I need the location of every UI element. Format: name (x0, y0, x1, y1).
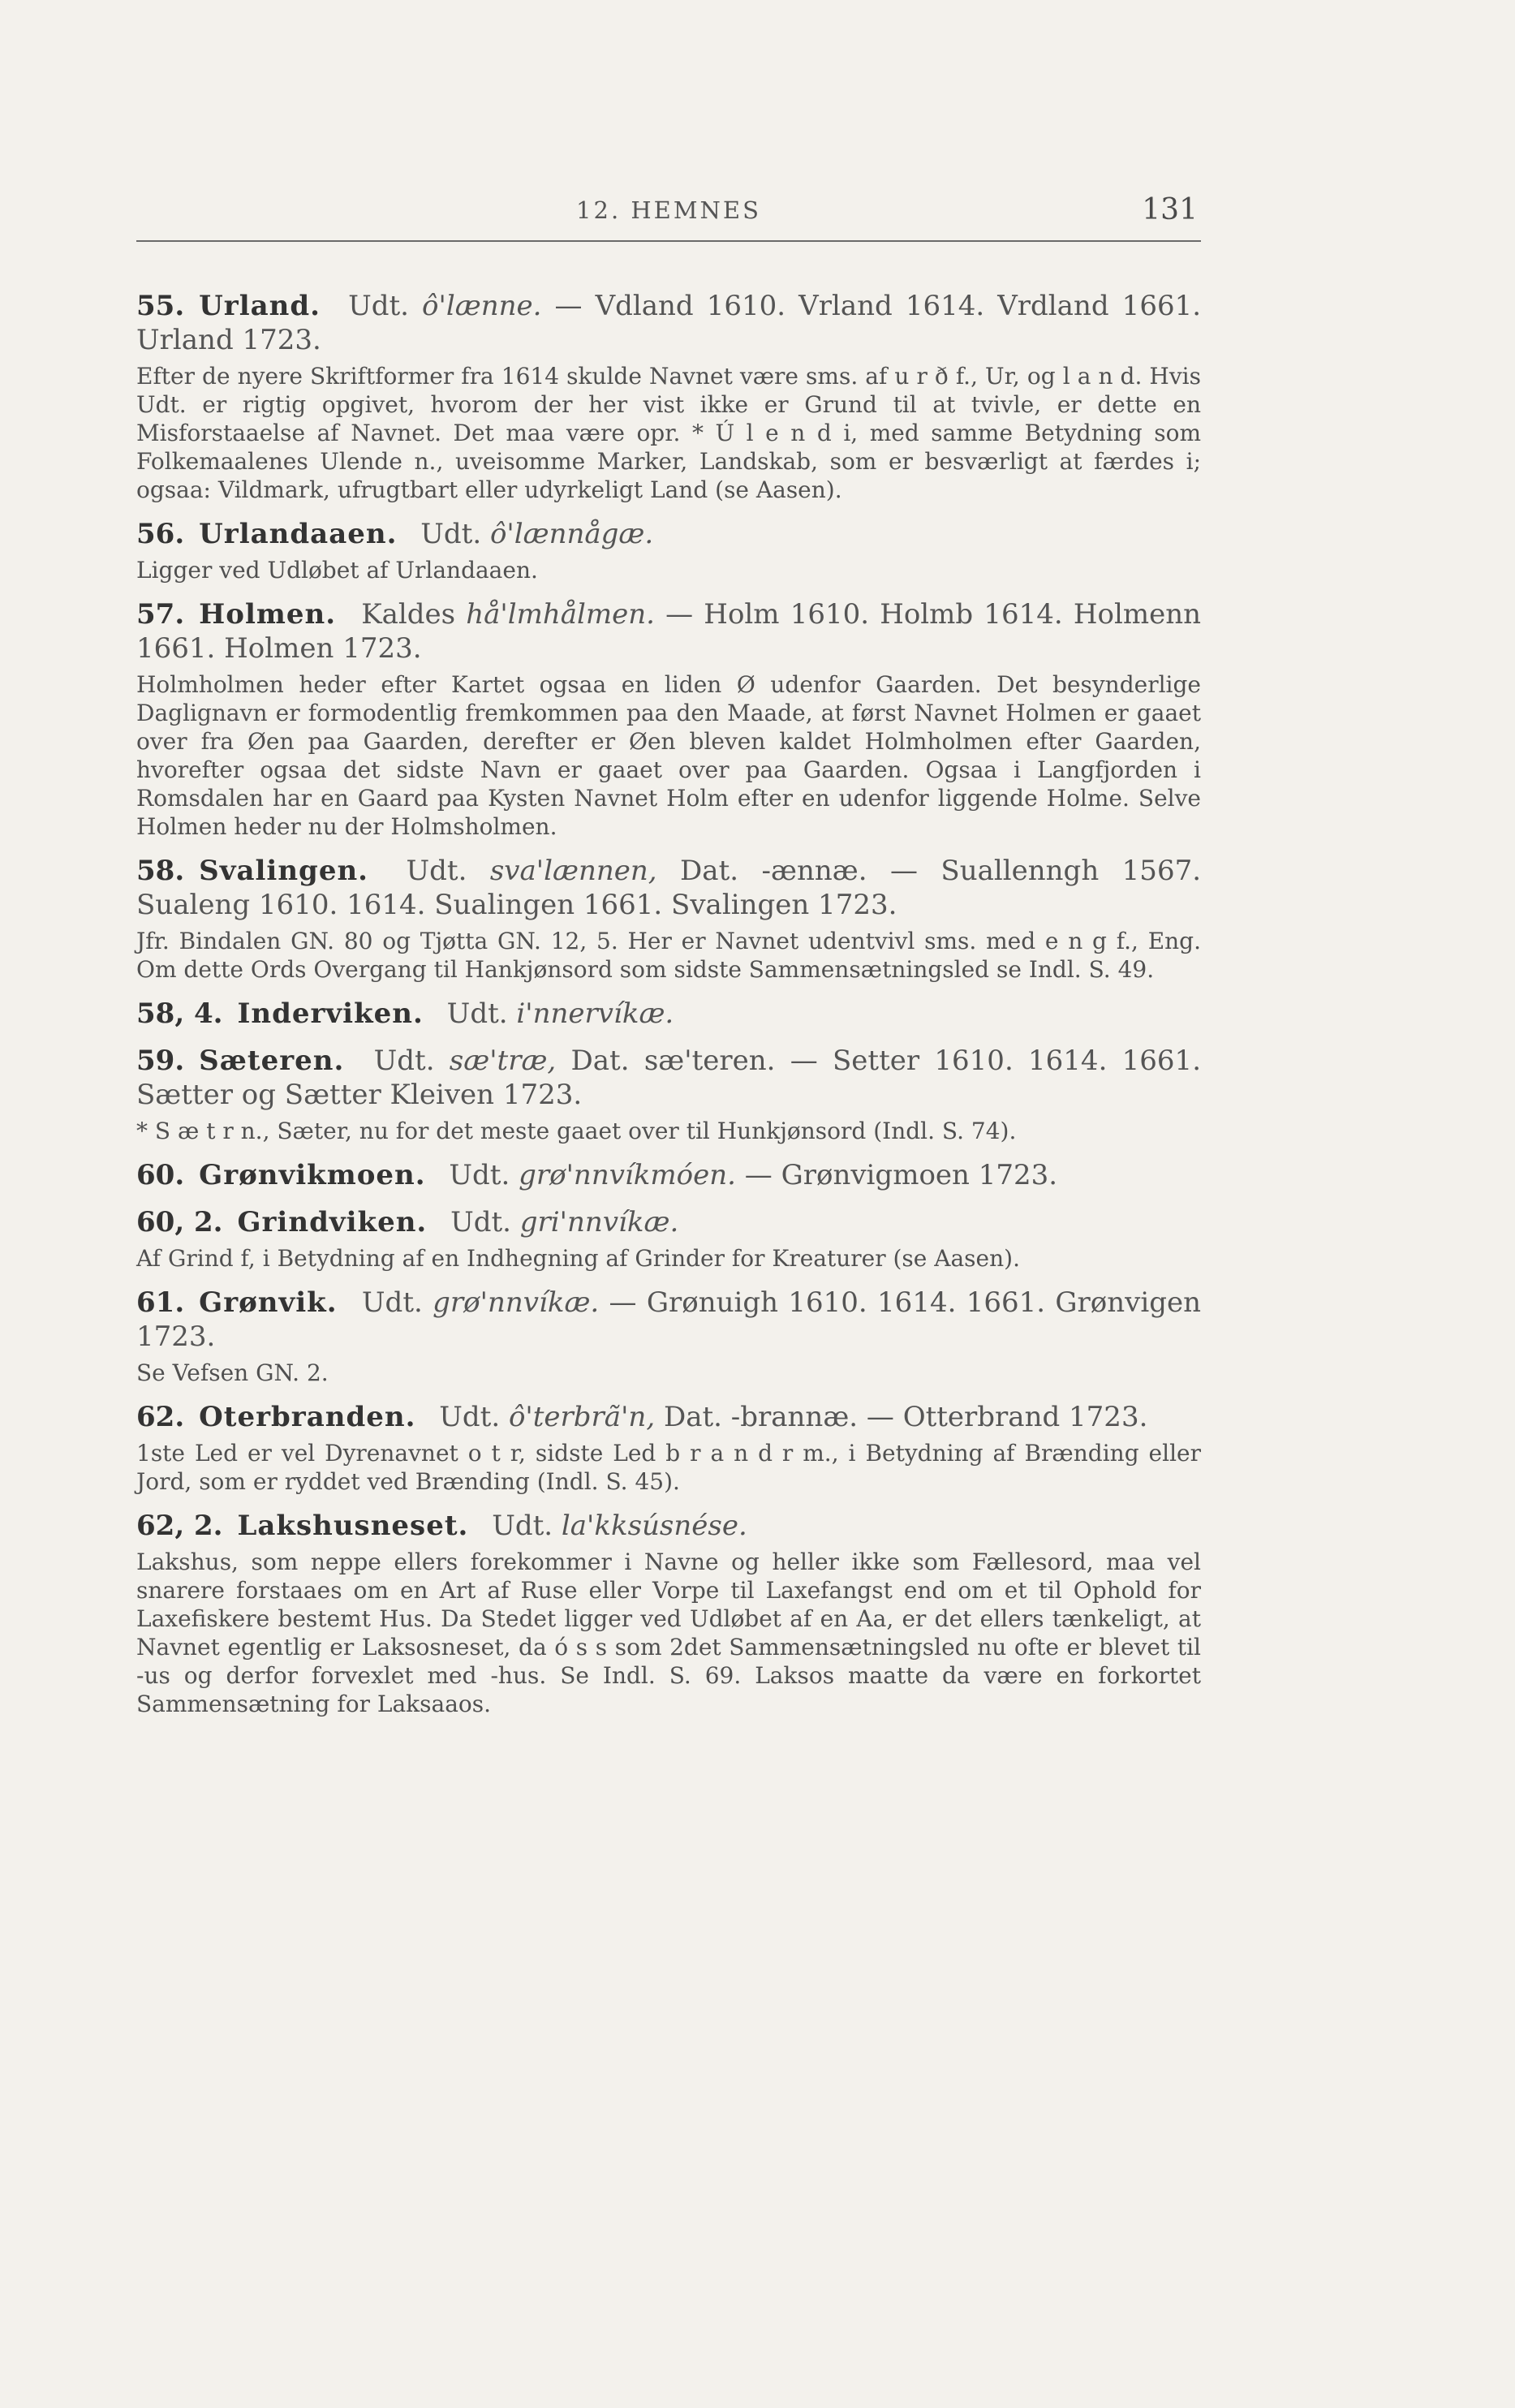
entry-heading (136, 1205, 1201, 1239)
running-header (136, 195, 1201, 242)
entry-forms: Dat. sæ'teren. — Setter 1610. 1614. 1661. Sætter og Sætter Kleiven 1723. (136, 1045, 1201, 1111)
entry-pre: Udt. (373, 1045, 435, 1077)
entry-name: Svalingen. (199, 855, 369, 887)
entry-number: 55. (136, 290, 185, 322)
entry-body: * S æ t r n., Sæter, nu for det meste gaaet over til Hunkjønsord (Indl. S. 74). (136, 1118, 1017, 1144)
entry-heading (136, 597, 1201, 666)
entry-body: Holmholmen heder efter Kartet ogsaa en liden Ø udenfor Gaarden. Det besynderlige Daglignavn er formodentlig fremkommen paa den Maade, at først Navnet Holmen er gaaet over fra Øen paa Gaarden, derefter er Øen bleven kaldet Holmholmen efter Gaarden, hvorefter ogsaa det sidste Navn er gaaet over paa Gaarden. Ogsaa i Langfjorden i Romsdalen har en Gaard paa Kysten Navnet Holm efter en udenfor liggende Holme. Selve Holmen heder nu der Holmsholmen. (136, 671, 1201, 840)
entry-pre: Udt. (361, 1286, 423, 1319)
entry-heading (136, 1044, 1201, 1112)
entry (136, 517, 1201, 584)
entry-name: Inderviken. (237, 997, 424, 1030)
entry-pronunciation: i'nnervíkæ. (516, 997, 674, 1030)
entry-heading (136, 1509, 1201, 1543)
entry-number: 60. (136, 1159, 185, 1191)
entry (136, 1400, 1201, 1496)
entry (136, 1205, 1201, 1273)
entry-pre: Udt. (348, 290, 409, 322)
entry-pre: Udt. (449, 1159, 510, 1191)
entry-pronunciation: ô'lænnågæ. (489, 518, 654, 550)
entry-body: Efter de nyere Skriftformer fra 1614 skulde Navnet være sms. af u r ð f., Ur, og l a n d. Hvis Udt. er rigtig opgivet, hvorom der her vist ikke er Grund til at tvivle, er dette en Misforstaaelse af Navnet. Det maa være opr. * Ú l e n d i, med samme Betydning som Folkemaalenes Ulende n., uveisomme Marker, Landskab, som er besværligt at færdes i; ogsaa: Vildmark, ufrugtbart eller udyrkeligt Land (se Aasen). (136, 363, 1201, 503)
entry-pre: Kaldes (361, 598, 456, 631)
entry-pre: Udt. (450, 1206, 511, 1238)
entry-pre: Udt. (420, 518, 482, 550)
entry-pronunciation: grø'nnvíkmóen. (519, 1159, 736, 1191)
entry (136, 289, 1201, 504)
entry (136, 997, 1201, 1031)
entry (136, 1044, 1201, 1145)
running-title: 12. HEMNES (576, 196, 761, 224)
entry-pre: Udt. (406, 855, 467, 887)
entry-heading (136, 517, 1201, 551)
entry-number: 56. (136, 518, 185, 550)
entry-forms: — Grønuigh 1610. 1614. 1661. Grønvigen 1723. (136, 1286, 1202, 1353)
entry-body: Jfr. Bindalen GN. 80 og Tjøtta GN. 12, 5. Her er Navnet udentvivl sms. med e n g f., Eng. Om dette Ords Overgang til Hankjønsord som sidste Sammensætningsled se Indl. S. 49. (136, 928, 1201, 983)
entry-name: Urlandaaen. (199, 518, 398, 550)
entry-forms: — Holm 1610. Holmb 1614. Holmenn 1661. Holmen 1723. (136, 598, 1201, 665)
entry-name: Oterbranden. (199, 1401, 416, 1433)
entry-body: Se Vefsen GN. 2. (136, 1359, 329, 1386)
entry-heading (136, 1158, 1201, 1192)
entry-forms: Dat. -ænnæ. — Suallenngh 1567. Sualeng 1610. 1614. Sualingen 1661. Svalingen 1723. (136, 855, 1202, 921)
entry-body: Lakshus, som neppe ellers forekommer i Navne og heller ikke som Fællesord, maa vel snarere forstaaes om en Art af Ruse eller Vorpe til Laxefangst end om et til Ophold for Laxefiskere bestemt Hus. Da Stedet ligger ved Udløbet af en Aa, er det ellers tænkeligt, at Navnet egentlig er Laksosneset, da ó s s som 2det Sammensætningsled nu ofte er blevet til -us og derfor forvexlet med -hus. Se Indl. S. 69. Laksos maatte da være en forkortet Sammensætning for Laksaaos. (136, 1549, 1201, 1717)
entries (136, 289, 1201, 1718)
entry-number: 58. (136, 855, 185, 887)
entry-pronunciation: grø'nnvíkæ. (433, 1286, 600, 1319)
entry-name: Sæteren. (199, 1045, 345, 1077)
entry (136, 854, 1201, 984)
entry-number: 61. (136, 1286, 185, 1319)
entry-pronunciation: sva'lænnen, (489, 855, 657, 887)
entry-heading (136, 997, 1201, 1031)
entry-number: 59. (136, 1045, 185, 1077)
entry-number: 57. (136, 598, 185, 631)
entry-pre: Udt. (439, 1401, 501, 1433)
entry-name: Urland. (199, 290, 321, 322)
entry (136, 1509, 1201, 1718)
entry-forms: Dat. -brannæ. — Otterbrand 1723. (663, 1401, 1148, 1433)
entry-number: 62. (136, 1401, 185, 1433)
entry-heading (136, 1286, 1201, 1354)
entry-heading (136, 854, 1201, 922)
entry (136, 1158, 1201, 1192)
entry-number: 62, 2. (136, 1510, 223, 1542)
entry-name: Grindviken. (237, 1206, 428, 1238)
book-page (136, 195, 1201, 1731)
entry-name: Holmen. (199, 598, 337, 631)
entry-forms: — Vdland 1610. Vrland 1614. Vrdland 1661. Urland 1723. (136, 290, 1202, 356)
entry-name: Grønvikmoen. (199, 1159, 426, 1191)
entry-pronunciation: ô'terbrã'n, (508, 1401, 656, 1433)
entry-body: Ligger ved Udløbet af Urlandaaen. (136, 557, 538, 584)
entry-pre: Udt. (492, 1510, 553, 1542)
entry-body: 1ste Led er vel Dyrenavnet o t r, sidste Led b r a n d r m., i Betydning af Brænding eller Jord, som er ryddet ved Brænding (Indl. S. 45). (136, 1440, 1201, 1495)
entry-pronunciation: hå'lmhålmen. (466, 598, 655, 631)
entry-number: 58, 4. (136, 997, 223, 1030)
entry (136, 1286, 1201, 1387)
entry-pronunciation: la'kksúsnése. (561, 1510, 747, 1542)
entry-pre: Udt. (446, 997, 508, 1030)
entry-body: Af Grind f, i Betydning af en Indhegning af Grinder for Kreaturer (se Aasen). (136, 1245, 1020, 1272)
entry-number: 60, 2. (136, 1206, 223, 1238)
entry-heading (136, 1400, 1201, 1434)
entry (136, 597, 1201, 841)
entry-forms: — Grønvigmoen 1723. (744, 1159, 1058, 1191)
page-number: 131 (1142, 193, 1198, 226)
entry-pronunciation: ô'lænne. (422, 290, 542, 322)
entry-pronunciation: sæ'træ, (449, 1045, 557, 1077)
entry-heading (136, 289, 1201, 357)
entry-name: Grønvik. (199, 1286, 338, 1319)
entry-name: Lakshusneset. (237, 1510, 469, 1542)
entry-pronunciation: gri'nnvíkæ. (519, 1206, 679, 1238)
